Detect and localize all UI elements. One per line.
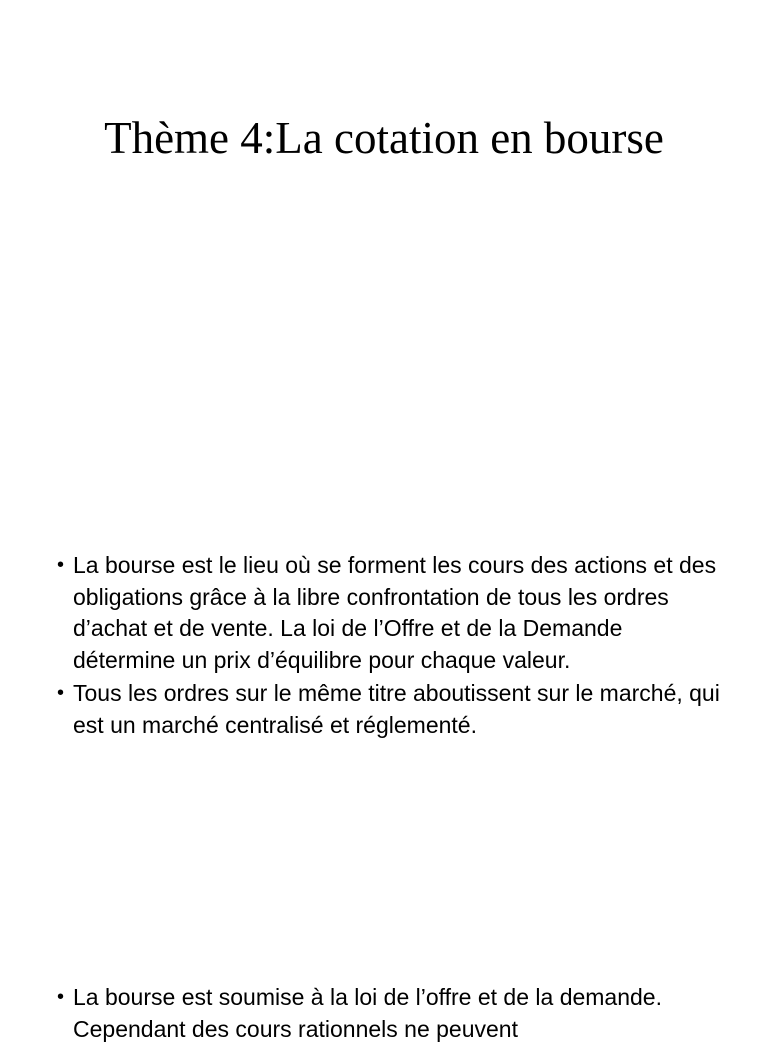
list-item [57, 678, 727, 741]
bullet-icon: • [57, 986, 65, 1008]
list-item [57, 982, 727, 1045]
list-item [57, 550, 727, 676]
bullet-list-2 [57, 982, 727, 1047]
bullet-list-1 [57, 550, 727, 743]
slide-title: Thème 4:La cotation en bourse [104, 113, 664, 163]
bullet-text: Tous les ordres sur le même titre aboutissent sur le marché, qui est un marché centralisé et réglementé. [73, 680, 720, 738]
bullet-text: La bourse est soumise à la loi de l’offre et de la demande. Cependant des cours rationnels ne peuvent [73, 984, 662, 1042]
bullet-text: La bourse est le lieu où se forment les cours des actions et des obligations grâce à la libre confrontation de tous les ordres d’achat et de vente. La loi de l’Offre et de la Demande détermine un prix d’équilibre pour chaque valeur. [73, 552, 717, 673]
bullet-icon: • [57, 682, 65, 704]
bullet-icon: • [57, 554, 65, 576]
